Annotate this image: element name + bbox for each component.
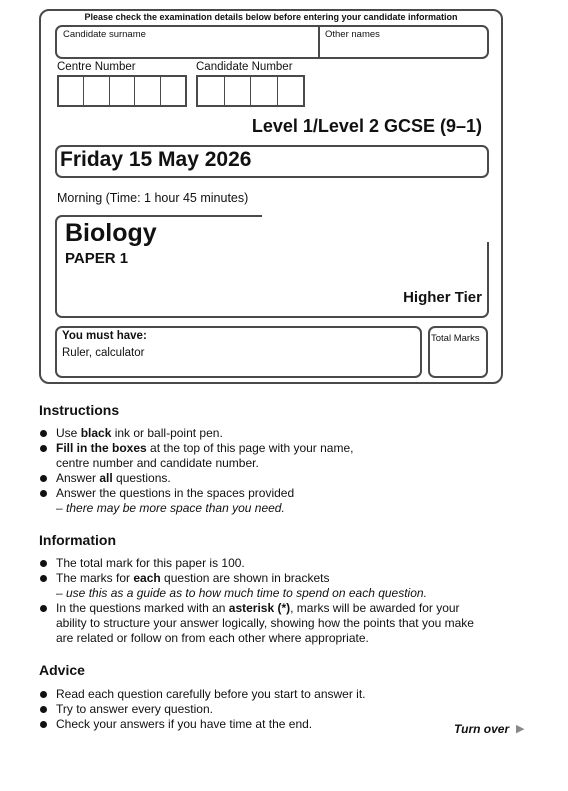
equipment-list: Ruler, calculator bbox=[62, 347, 145, 359]
list-item-continuation: – use this as a guide as to how much time to spend on each question. bbox=[56, 586, 427, 600]
list-item: Answer the questions in the spaces provided bbox=[39, 486, 353, 501]
exam-session: Morning (Time: 1 hour 45 minutes) bbox=[57, 191, 249, 205]
candidate-number-label: Candidate Number bbox=[196, 61, 293, 73]
list-item: Fill in the boxes at the top of this page with your name, bbox=[39, 441, 353, 456]
exam-date: Friday 15 May 2026 bbox=[60, 148, 252, 171]
list-item-continuation: – there may be more space than you need. bbox=[56, 501, 285, 515]
centre-number-label: Centre Number bbox=[57, 61, 136, 73]
qualification-title: Level 1/Level 2 GCSE (9–1) bbox=[251, 116, 482, 136]
turn-over-label: Turn over bbox=[454, 722, 510, 736]
list-item-continuation: ability to structure your answer logically, showing how the points that you make bbox=[56, 616, 474, 630]
subject-title: Biology bbox=[65, 219, 157, 247]
instructions-heading: Instructions bbox=[39, 402, 120, 418]
list-item: Answer all questions. bbox=[39, 471, 353, 486]
other-names-field[interactable] bbox=[324, 42, 484, 56]
name-divider bbox=[318, 26, 320, 57]
centre-number-field[interactable] bbox=[57, 75, 187, 107]
list-item: Check your answers if you have time at the end. bbox=[39, 717, 366, 732]
list-item: Read each question carefully before you start to answer it. bbox=[39, 687, 366, 702]
list-item: Try to answer every question. bbox=[39, 702, 366, 717]
list-item: The marks for each question are shown in brackets bbox=[39, 571, 474, 586]
paper-number: PAPER 1 bbox=[65, 250, 129, 267]
candidate-number-field[interactable] bbox=[196, 75, 305, 107]
list-item: Use black ink or ball-point pen. bbox=[39, 426, 353, 441]
list-item-continuation: centre number and candidate number. bbox=[56, 456, 259, 470]
advice-list bbox=[39, 687, 366, 732]
tier-label: Higher Tier bbox=[403, 289, 482, 306]
information-heading: Information bbox=[39, 532, 116, 548]
instructions-list bbox=[39, 426, 353, 516]
information-list bbox=[39, 556, 474, 646]
list-item: The total mark for this paper is 100. bbox=[39, 556, 474, 571]
other-names-label: Other names bbox=[325, 29, 380, 40]
header-note: Please check the examination details below before entering your candidate information bbox=[84, 12, 458, 22]
list-item-continuation: are related or follow on from each other where appropriate. bbox=[56, 631, 369, 645]
arrow-right-icon: ▶ bbox=[516, 723, 525, 735]
candidate-surname-label: Candidate surname bbox=[63, 29, 146, 40]
total-marks-label: Total Marks bbox=[431, 333, 480, 344]
subject-box-gap bbox=[262, 212, 492, 242]
list-item: In the questions marked with an asterisk (*), marks will be awarded for your bbox=[39, 601, 474, 616]
candidate-surname-field[interactable] bbox=[59, 42, 314, 56]
advice-heading: Advice bbox=[39, 662, 85, 678]
must-have-label: You must have: bbox=[62, 330, 147, 342]
